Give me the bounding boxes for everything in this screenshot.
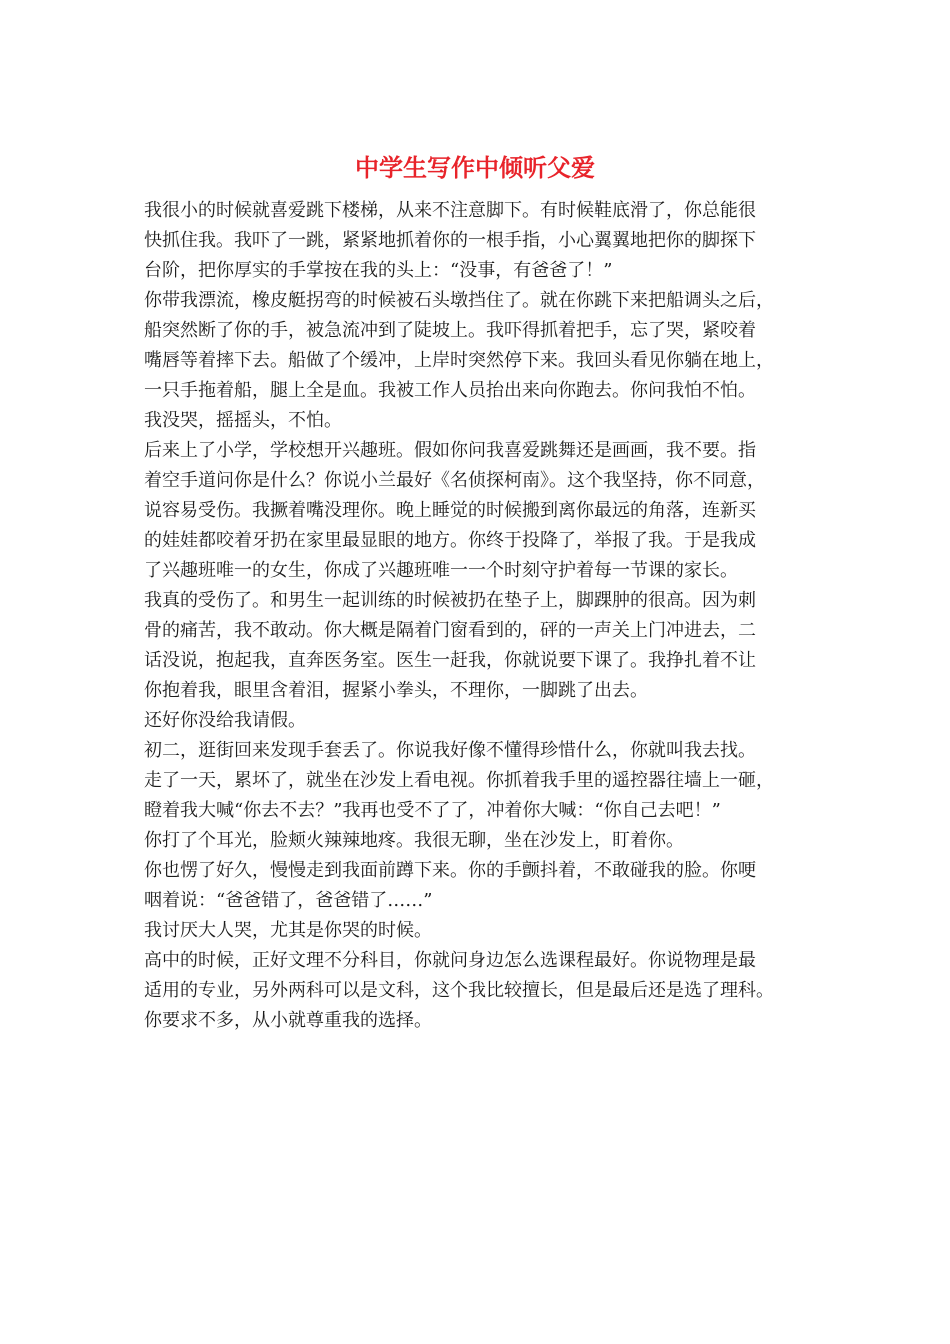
text-line: 骨的痛苦，我不敢动。你大概是隔着门窗看到的，砰的一声关上门冲进去，二 bbox=[144, 620, 756, 641]
text-line: 我很小的时候就喜爱跳下楼梯，从来不注意脚下。有时候鞋底滑了，你总能很 bbox=[144, 200, 756, 221]
text-line: 一只手拖着船，腿上全是血。我被工作人员抬出来向你跑去。你问我怕不怕。 bbox=[144, 380, 756, 401]
text-line: 船突然断了你的手，被急流冲到了陡坡上。我吓得抓着把手，忘了哭，紧咬着 bbox=[144, 320, 756, 341]
text-line: 快抓住我。我吓了一跳，紧紧地抓着你的一根手指，小心翼翼地把你的脚探下 bbox=[144, 230, 756, 251]
text-line: 说容易受伤。我撅着嘴没理你。晚上睡觉的时候搬到离你最远的角落，连新买 bbox=[144, 500, 756, 521]
text-line: 话没说，抱起我，直奔医务室。医生一赶我，你就说要下课了。我挣扎着不让 bbox=[144, 650, 756, 671]
text-line: 了兴趣班唯一的女生，你成了兴趣班唯一一个时刻守护着每一节课的家长。 bbox=[144, 560, 738, 581]
text-line: 着空手道问你是什么？你说小兰最好《名侦探柯南》。这个我坚持，你不同意， bbox=[144, 470, 765, 491]
text-line: 适用的专业，另外两科可以是文科，这个我比较擅长，但是最后还是选了理科。 bbox=[144, 980, 774, 1001]
text-line: 还好你没给我请假。 bbox=[144, 710, 306, 731]
text-line: 你要求不多，从小就尊重我的选择。 bbox=[144, 1010, 432, 1031]
text-line: 你抱着我，眼里含着泪，握紧小拳头，不理你，一脚跳了出去。 bbox=[144, 680, 648, 701]
text-line: 的娃娃都咬着牙扔在家里最显眼的地方。你终于投降了，举报了我。于是我成 bbox=[144, 530, 756, 551]
text-line: 后来上了小学，学校想开兴趣班。假如你问我喜爱跳舞还是画画，我不要。指 bbox=[144, 440, 756, 461]
text-line: 你也愣了好久，慢慢走到我面前蹲下来。你的手颤抖着，不敢碰我的脸。你哽 bbox=[144, 860, 756, 881]
article-body bbox=[144, 196, 810, 1036]
page-title: 中学生写作中倾听父爱 bbox=[355, 153, 595, 182]
text-line: 初二，逛街回来发现手套丢了。你说我好像不懂得珍惜什么，你就叫我去找。 bbox=[144, 740, 756, 761]
text-line: 走了一天，累坏了，就坐在沙发上看电视。你抓着我手里的遥控器往墙上一砸， bbox=[144, 770, 774, 791]
text-line: 我没哭，摇摇头，不怕。 bbox=[144, 410, 342, 431]
text-line: 你打了个耳光，脸颊火辣辣地疼。我很无聊，坐在沙发上，盯着你。 bbox=[144, 830, 684, 851]
text-line: 瞪着我大喊“你去不去？”我再也受不了了，冲着你大喊：“你自己去吧！” bbox=[144, 800, 721, 821]
text-line: 咽着说：“爸爸错了，爸爸错了……” bbox=[144, 890, 433, 911]
text-line: 你带我漂流，橡皮艇拐弯的时候被石头墩挡住了。就在你跳下来把船调头之后， bbox=[144, 290, 774, 311]
text-line: 我讨厌大人哭，尤其是你哭的时候。 bbox=[144, 920, 432, 941]
text-line: 嘴唇等着摔下去。船做了个缓冲，上岸时突然停下来。我回头看见你躺在地上， bbox=[144, 350, 774, 371]
text-line: 高中的时候，正好文理不分科目，你就问身边怎么选课程最好。你说物理是最 bbox=[144, 950, 756, 971]
text-line: 我真的受伤了。和男生一起训练的时候被扔在垫子上，脚踝肿的很高。因为刺 bbox=[144, 590, 756, 611]
text-line: 台阶，把你厚实的手掌按在我的头上：“没事，有爸爸了！” bbox=[144, 260, 613, 281]
